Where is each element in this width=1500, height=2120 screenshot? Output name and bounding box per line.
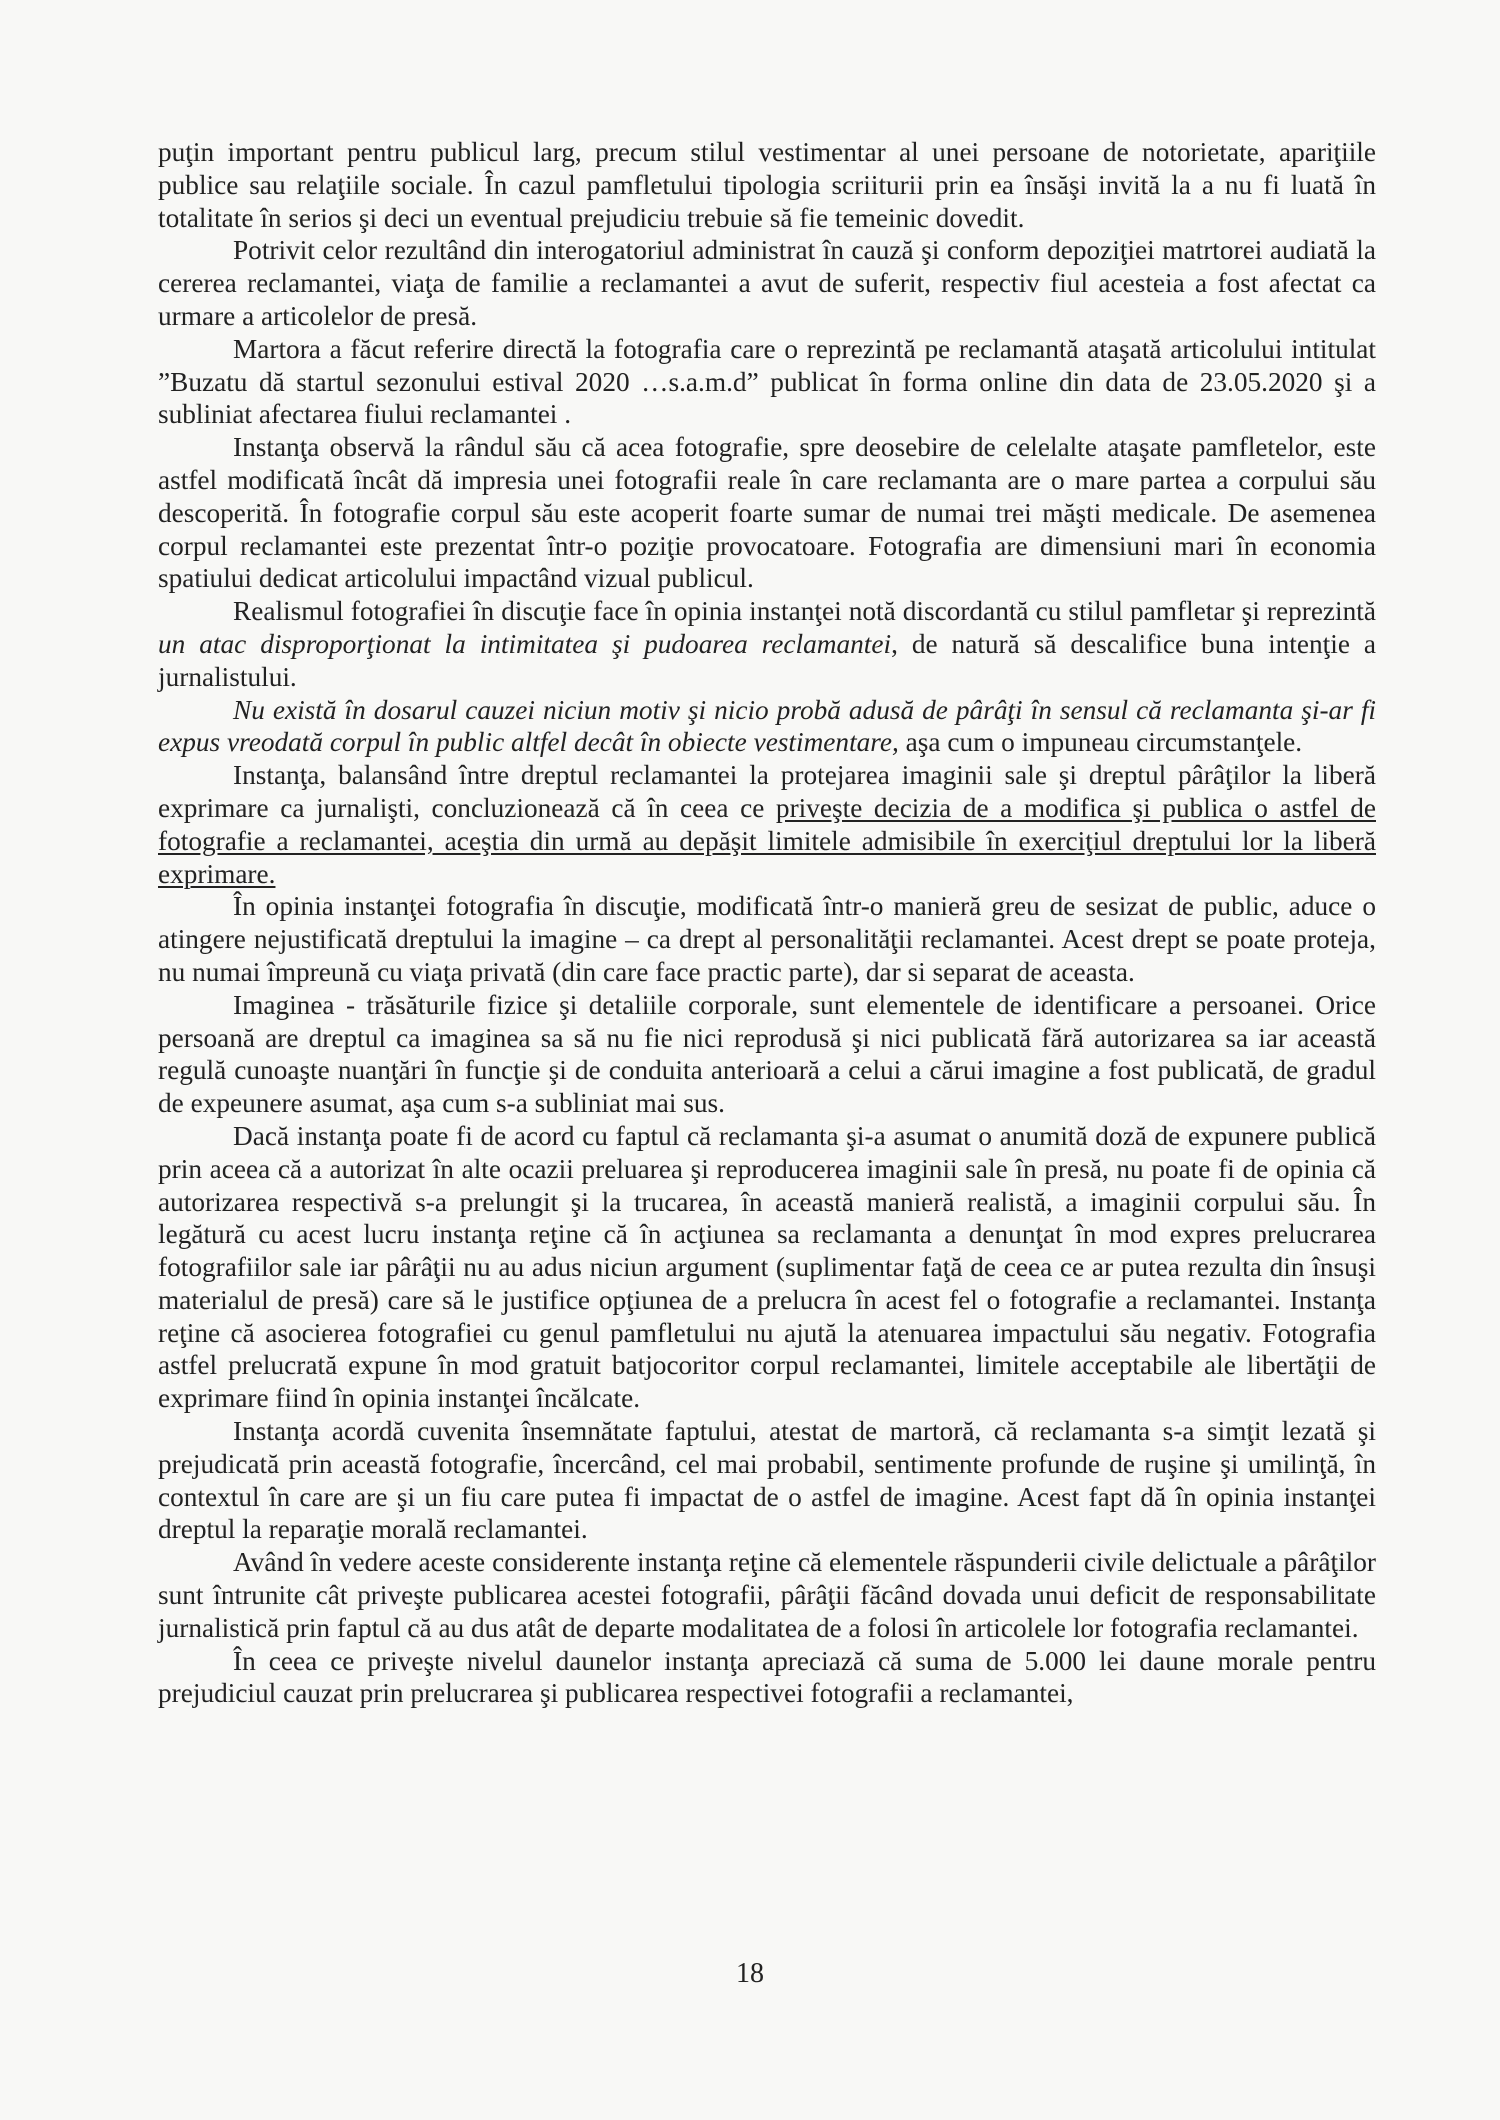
paragraph-3: Martora a făcut referire directă la fotografia care o reprezintă pe reclamantă ataşată articolului intitulat ”Buzatu dă startul sezonului estival 2020 …s.a.m.d” publicat în forma online din data de 23.05.2020 şi a subliniat afectarea fiului reclamantei . <box>158 333 1376 430</box>
paragraph-12: Având în vedere aceste considerente instanţa reţine că elementele răspunderii civile delictuale a pârâţilor sunt întrunite cât priveşte publicarea acestei fotografii, pârâţii făcând dovada unui deficit de responsabilitate jurnalistică prin faptul că au dus atât de departe modalitatea de a folosi în articolele lor fotografia reclamantei. <box>158 1547 1376 1643</box>
paragraph-13: În ceea ce priveşte nivelul daunelor instanţa apreciază că suma de 5.000 lei daune morale pentru prejudiciul cauzat prin prelucrarea şi publicarea respectivei fotografii a reclamantei, <box>158 1645 1376 1709</box>
paragraph-1: puţin important pentru publicul larg, precum stilul vestimentar al unei persoane de notorietate, apariţiile publice sau relaţiile sociale. În cazul pamfletului tipologia scriiturii prin ea însăşi invită la a nu fi luată în totalitate în serios şi deci un eventual prejudiciu trebuie să fie temeinic dovedit. <box>158 137 1376 233</box>
paragraph-5 <box>158 595 1376 693</box>
paragraph-6-text-b: aşa cum o impuneau circumstanţele. <box>898 727 1303 758</box>
document-body <box>158 136 1376 1710</box>
paragraph-7 <box>158 759 1376 890</box>
paragraph-2: Potrivit celor rezultând din interogatoriul administrat în cauză şi conform depoziţiei matrtorei audiată la cererea reclamantei, viaţa de familie a reclamantei a avut de suferit, respectiv fiul acesteia a fost afectat ca urmare a articolelor de presă. <box>158 235 1376 331</box>
page-number: 18 <box>736 1958 764 1989</box>
paragraph-5-text-b: , de natură să descalifice buna intenţie a jurnalistului. <box>158 628 1376 692</box>
paragraph-11: Instanţa acordă cuvenita însemnătate faptului, atestat de martoră, că reclamanta s-a simţit lezată şi prejudicată prin această fotografie, încercând, cel mai probabil, sentimente profunde de ruşine şi umilinţă, în contextul în care are şi un fiu care putea fi impactat de o astfel de imagine. Acest fapt dă în opinia instanţei dreptul la reparaţie morală reclamantei. <box>158 1416 1376 1545</box>
paragraph-6-italic: Nu există în dosarul cauzei niciun motiv şi nicio probă adusă de pârâţi în sensul că reclamanta şi-ar fi expus vreodată corpul în public altfel decât în obiecte vestimentare, <box>158 694 1376 758</box>
paragraph-5-italic: un atac disproporţionat la intimitatea şi pudoarea reclamantei <box>158 628 892 659</box>
paragraph-9: Imaginea - trăsăturile fizice şi detaliile corporale, sunt elementele de identificare a persoanei. Orice persoană are dreptul ca imaginea sa să nu fie nici reprodusă şi nici publicată fără autorizarea sa iar această regulă cunoaşte nuanţări în funcţie şi de conduita anterioară a celui a cărui imagine a fost publicată, de gradul de expeunere asumat, aşa cum s-a subliniat mai sus. <box>158 989 1376 1119</box>
paragraph-7-underlined: priveşte decizia de a modifica şi publica o astfel de fotografie a reclamantei, aceştia din urmă au depăşit limitele admisibile în exerciţiul dreptului lor la liberă exprimare. <box>158 792 1376 889</box>
paragraph-8: În opinia instanţei fotografia în discuţie, modificată într-o manieră greu de sesizat de public, aduce o atingere nejustificată dreptului la imagine – ca drept al personalităţii reclamantei. Acest drept se poate proteja, nu numai împreună cu viaţa privată (din care face practic parte), dar si separat de aceasta. <box>158 891 1376 987</box>
paragraph-5-text-a: Realismul fotografiei în discuţie face în opinia instanţei notă discordantă cu stilul pamfletar şi reprezintă <box>233 596 1376 627</box>
paragraph-6 <box>158 694 1376 760</box>
paragraph-10: Dacă instanţa poate fi de acord cu faptul că reclamanta şi-a asumat o anumită doză de expunere publică prin aceea că a autorizat în alte ocazii preluarea şi reproducerea imaginii sale în presă, nu poate fi de opinia că autorizarea respectivă s-a prelungit şi la trucarea, în această manieră realistă, a imaginii corpului său. În legătură cu acest lucru instanţa reţine că în acţiunea sa reclamanta a denunţat în mod expres prelucrarea fotografiilor sale iar pârâţii nu au adus niciun argument (suplimentar faţă de ceea ce ar putea rezulta din însuşi materialul de presă) care să le justifice opţiunea de a prelucra în acest fel o fotografie a reclamantei. Instanţa reţine că asocierea fotografiei cu genul pamfletului nu ajută la atenuarea impactului său negativ. Fotografia astfel prelucrată expune în mod gratuit batjocoritor corpul reclamantei, limitele acceptabile ale libertăţii de exprimare fiind în opinia instanţei încălcate. <box>158 1120 1376 1414</box>
paragraph-4: Instanţa observă la rândul său că acea fotografie, spre deosebire de celelalte ataşate pamfletelor, este astfel modificată încât dă impresia unei fotografii reale în care reclamanta are o mare partea a corpului său descoperită. În fotografie corpul său este acoperit foarte sumar de numai trei măşti medicale. De asemenea corpul reclamantei este prezentat într-o poziţie provocatoare. Fotografia are dimensiuni mari în economia spatiului dedicat articolului impactând vizual publicul. <box>158 432 1376 594</box>
paragraph-7-text-a: Instanţa, balansând între dreptul reclamantei la protejarea imaginii sale şi dreptul pârâţilor la liberă exprimare ca jurnalişti, concluzionează că în ceea ce <box>158 760 1376 823</box>
